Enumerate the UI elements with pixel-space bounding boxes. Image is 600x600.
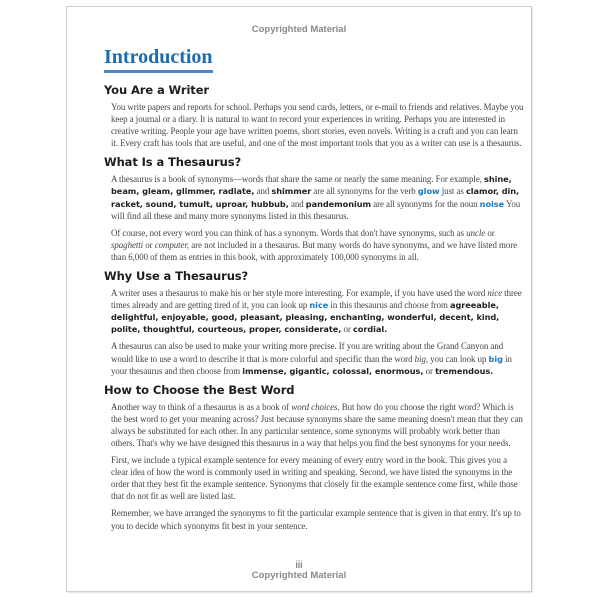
- text: are not included in a thesaurus. But many words do have synonyms, and we have listed more than 6,000 of them as entries in this book, with approximately 100,000 synonyms in all.: [111, 239, 518, 262]
- italic-word: spaghetti: [111, 239, 144, 250]
- page-content: [104, 45, 524, 532]
- section-you-are-a-writer: [104, 83, 524, 149]
- paragraph: [111, 507, 524, 531]
- italic-word: computer,: [154, 239, 190, 250]
- section-heading: Why Use a Thesaurus?: [104, 269, 249, 284]
- text: and: [288, 198, 306, 209]
- italic-word: word choices: [291, 401, 338, 412]
- text: in this thesaurus and choose from: [328, 300, 450, 311]
- entry-word-big: big: [488, 353, 503, 364]
- italic-word: big,: [414, 353, 429, 364]
- book-page: [66, 6, 532, 592]
- text: A writer uses a thesaurus to make his or her style more interesting. For example, if you have used the word: [111, 288, 488, 299]
- text: and: [254, 186, 272, 197]
- keyword: pandemonium: [305, 198, 372, 209]
- text: Of course, not every word you can think of has a synonym. Words that don't have synonyms, such as: [111, 227, 467, 238]
- text: you can look up: [428, 353, 489, 364]
- section-heading: What Is a Thesaurus?: [104, 155, 242, 170]
- entry-word-nice: nice: [309, 300, 329, 311]
- section-what-is-a-thesaurus: [104, 155, 524, 263]
- paragraph: [111, 454, 524, 502]
- text: three times already and are getting tired of it, you can look up: [111, 288, 522, 311]
- text: Another way to think of a thesaurus is as a book of: [111, 401, 292, 412]
- italic-word: uncle: [466, 227, 486, 238]
- keyword: immense, gigantic, colossal, enormous,: [242, 365, 424, 376]
- text: are all synonyms for the noun: [371, 198, 480, 209]
- text: First, we include a typical example sentence for every meaning of every entry word in the book. This gives you a clear idea of how the word is commonly used in writing and speaking. Second, we have listed the synonyms in the order that they best fit the example sentence. Synonyms that closely fit the example sentence come first, while those that do not fit as well are listed last.: [111, 455, 518, 502]
- page-number: iii: [295, 560, 303, 571]
- entry-word-glow: glow: [417, 186, 440, 197]
- text: or: [341, 324, 353, 335]
- keyword: agreeable, delightful, enjoyable, good, pleasant, pleasing, enchanting, wonderful, decent, kind, polite, thoughtful, courteous, proper, considerate,: [111, 300, 500, 335]
- text: You write papers and reports for school. Perhaps you send cards, letters, or e-mail to friends and relatives. Maybe you keep a journal or a diary. It is natural to want to record your experiences in writing. Perhaps you are interested in creative writing. People your age have written poems, short stories, even novels. Writing is a craft and you can learn it. Every craft has tools that are useful, and one of the most important tools that you as a writer can use is a thesaurus.: [111, 102, 524, 149]
- paragraph: [111, 101, 524, 149]
- keyword: cordial.: [352, 324, 388, 335]
- paragraph: [111, 401, 524, 449]
- section-heading: How to Choose the Best Word: [104, 382, 295, 397]
- section-how-to-choose-the-best-word: [104, 383, 524, 532]
- text: are all synonyms for the verb: [311, 186, 418, 197]
- text: in your thesaurus and then choose from: [111, 353, 512, 376]
- text: or: [423, 365, 436, 376]
- text: just as: [439, 186, 466, 197]
- entry-word-noise: noise: [479, 198, 505, 209]
- keyword: tremendous.: [435, 365, 494, 376]
- copyright-header: Copyrighted Material: [251, 24, 347, 35]
- keyword: shimmer: [271, 186, 312, 197]
- keyword: shine, beam, gleam, glimmer, radiate,: [111, 174, 512, 197]
- section-why-use-a-thesaurus: [104, 269, 524, 377]
- text: A thesaurus is a book of synonyms—words that share the same or nearly the same meaning. For example,: [111, 174, 485, 185]
- section-heading: You Are a Writer: [104, 83, 209, 97]
- text: You will find all these and many more synonyms listed in this thesaurus.: [111, 198, 521, 221]
- text: Remember, we have arranged the synonyms to fit the particular example sentence that is given in that entry. It's up to you to decide which synonyms fit best in your sentence.: [111, 508, 521, 531]
- paragraph: [111, 173, 524, 221]
- paragraph: [111, 340, 524, 376]
- text: . But how do you choose the right word? Which is the best word to get your meaning across? Just because synonyms share the same meaning doesn't mean that they can always be substituted for each other. In any particular sentence, some synonyms will probably work better than others. That's why we have designed this thesaurus in a way that helps you find the best synonyms for your needs.: [111, 401, 523, 448]
- keyword: clamor, din, racket, sound, tumult, uproar, hubbub,: [111, 186, 520, 209]
- paragraph: [111, 227, 524, 263]
- text: or: [143, 239, 155, 250]
- italic-word: nice: [487, 288, 502, 299]
- paragraph: [111, 287, 524, 335]
- page-title: Introduction: [104, 45, 213, 73]
- copyright-footer: Copyrighted Material: [251, 570, 347, 581]
- text: A thesaurus can also be used to make your writing more precise. If you are writing about the Grand Canyon and would like to use a word to describe it that is more colorful and specific than the word: [111, 341, 504, 364]
- text: or: [485, 227, 495, 238]
